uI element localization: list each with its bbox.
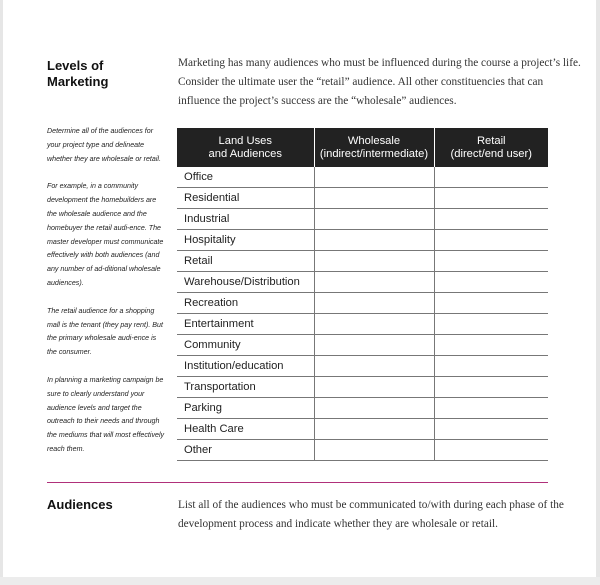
wholesale-cell[interactable]	[314, 377, 434, 398]
section-divider	[47, 482, 548, 483]
table-row	[177, 188, 548, 209]
row-label: Health Care	[177, 419, 314, 440]
retail-cell[interactable]	[434, 251, 548, 272]
retail-cell[interactable]	[434, 356, 548, 377]
retail-cell[interactable]	[434, 377, 548, 398]
row-label: Industrial	[177, 209, 314, 230]
row-label: Retail	[177, 251, 314, 272]
table-row	[177, 440, 548, 461]
table-header-row	[177, 128, 548, 167]
wholesale-cell[interactable]	[314, 335, 434, 356]
row-label: Residential	[177, 188, 314, 209]
table-row	[177, 209, 548, 230]
audiences-heading: Audiences	[47, 497, 113, 512]
retail-cell[interactable]	[434, 188, 548, 209]
table-row	[177, 230, 548, 251]
table-row	[177, 314, 548, 335]
sidebar-paragraph: In planning a marketing campaign be sure to clearly understand your audience levels and target the outreach to their needs and through the mediums that will most effectively reach them.	[47, 375, 165, 453]
row-label: Community	[177, 335, 314, 356]
page-edge-left	[0, 0, 3, 585]
row-label: Office	[177, 167, 314, 188]
levels-intro: Marketing has many audiences who must be influenced during the course a project’s life. Consider the ultimate user the “retail” audience. All other constituencies that can influence the project’s success are the “wholesale” audiences.	[178, 57, 581, 107]
row-label: Warehouse/Distribution	[177, 272, 314, 293]
row-label: Hospitality	[177, 230, 314, 251]
wholesale-cell[interactable]	[314, 293, 434, 314]
wholesale-cell[interactable]	[314, 272, 434, 293]
header-wholesale: Wholesale (indirect/intermediate)	[314, 128, 434, 167]
wholesale-cell[interactable]	[314, 230, 434, 251]
wholesale-cell[interactable]	[314, 314, 434, 335]
table-row	[177, 167, 548, 188]
sidebar-paragraph: Determine all of the audiences for your project type and delineate whether they are wholesale or retail.	[47, 127, 161, 163]
header-land-uses: Land Uses and Audiences	[177, 128, 314, 167]
row-label: Transportation	[177, 377, 314, 398]
wholesale-cell[interactable]	[314, 440, 434, 461]
retail-cell[interactable]	[434, 230, 548, 251]
table-row	[177, 293, 548, 314]
table-row	[177, 419, 548, 440]
wholesale-cell[interactable]	[314, 188, 434, 209]
table-row	[177, 335, 548, 356]
wholesale-cell[interactable]	[314, 398, 434, 419]
row-label: Entertainment	[177, 314, 314, 335]
table-row	[177, 398, 548, 419]
retail-cell[interactable]	[434, 440, 548, 461]
sidebar-paragraph: For example, in a community development the homebuilders are the wholesale audience and the homebuyer the retail audi-ence. The master developer must communicate effectively with both audiences (and any number of ad-ditional wholesale audiences).	[47, 182, 164, 287]
table-row	[177, 251, 548, 272]
retail-cell[interactable]	[434, 293, 548, 314]
table-row	[177, 272, 548, 293]
audiences-text: List all of the audiences who must be communicated to/with during each phase of the development process and indicate whether they are wholesale or retail.	[178, 499, 564, 530]
wholesale-cell[interactable]	[314, 209, 434, 230]
audience-table	[177, 128, 548, 461]
header-retail: Retail (direct/end user)	[434, 128, 548, 167]
retail-cell[interactable]	[434, 209, 548, 230]
retail-cell[interactable]	[434, 272, 548, 293]
row-label: Institution/education	[177, 356, 314, 377]
retail-cell[interactable]	[434, 167, 548, 188]
wholesale-cell[interactable]	[314, 251, 434, 272]
sidebar-notes	[47, 125, 165, 471]
retail-cell[interactable]	[434, 335, 548, 356]
retail-cell[interactable]	[434, 398, 548, 419]
page-edge-bottom	[0, 577, 600, 585]
levels-heading: Levels of Marketing	[47, 58, 109, 89]
retail-cell[interactable]	[434, 419, 548, 440]
table-row	[177, 377, 548, 398]
row-label: Recreation	[177, 293, 314, 314]
wholesale-cell[interactable]	[314, 356, 434, 377]
retail-cell[interactable]	[434, 314, 548, 335]
table-row	[177, 356, 548, 377]
row-label: Parking	[177, 398, 314, 419]
wholesale-cell[interactable]	[314, 167, 434, 188]
sidebar-paragraph: The retail audience for a shopping mall is the tenant (they pay rent). But the primary wholesale audi-ence is the consumer.	[47, 306, 163, 357]
page-edge-right	[596, 0, 600, 585]
row-label: Other	[177, 440, 314, 461]
wholesale-cell[interactable]	[314, 419, 434, 440]
